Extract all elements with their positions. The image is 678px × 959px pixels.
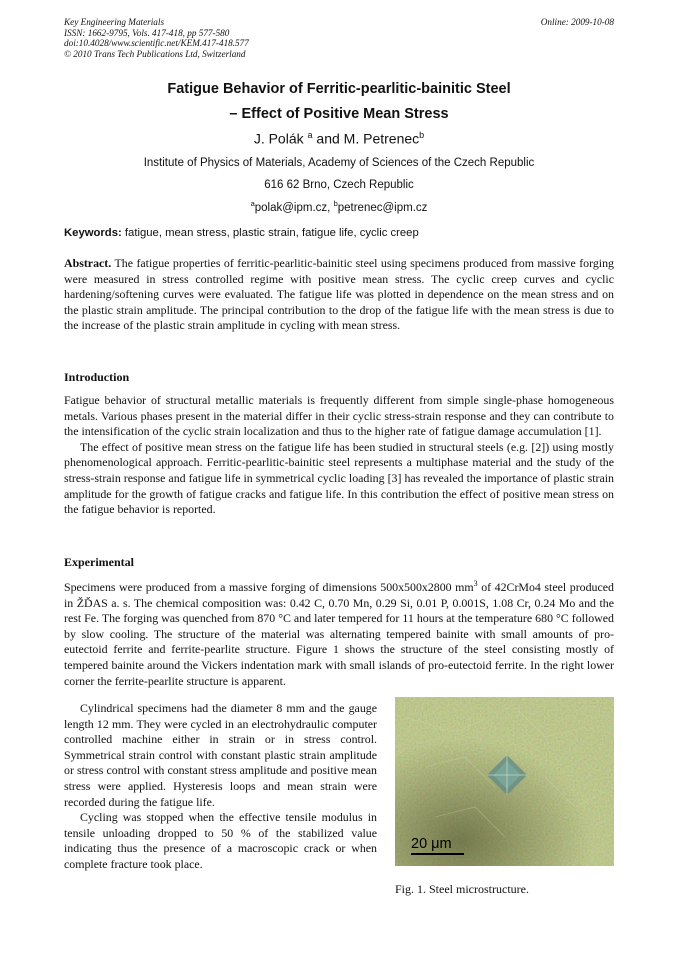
doi-line: doi:10.4028/www.scientific.net/KEM.417-418.577 [64,38,249,49]
email-polak[interactable]: polak@ipm.cz, [254,201,334,214]
copyright-line: © 2010 Trans Tech Publications Ltd, Switzerland [64,48,246,59]
authors [64,130,614,147]
exp-paragraph-2: Cylindrical specimens had the diameter 8 mm and the gauge length 12 mm. They were cycled in an electrohydraulic computer controlled machine either in strain or in stress control. Symmetrical strain control with constant plastic strain amplitude or stress control with constant stress amplitude and positive mean stress were applied. Hysteresis loops and mean strain were recorded during the fatigue life. [64,701,377,809]
author-petrenec: and M. Petrenec [312,130,420,147]
experimental-column [64,701,377,873]
intro-paragraph-1: Fatigue behavior of structural metallic materials is frequently different from simple single-phase homogeneous metals. Various phases present in the material differ in their cyclic stress-strain response and they can contribute to the intensification of the cyclic strain localization and thus to the higher rate of fatigue damage accumulation [1]. [64,393,614,439]
exp-paragraph-3: Cycling was stopped when the effective tensile modulus in tensile unloading dropped to 50 % of the stabilized value indicating thus the presence of a macroscopic crack or when complete fracture took place. [64,810,377,871]
microstructure-image [395,697,614,866]
paper-title-line1: Fatigue Behavior of Ferritic-pearlitic-bainitic Steel [167,81,511,97]
affiliation-line1: Institute of Physics of Materials, Academy of Sciences of the Czech Republic [143,157,535,169]
issn-line: ISSN: 1662-9795, Vols. 417-418, pp 577-580 [64,27,230,38]
keywords-label: Keywords: [64,227,122,239]
section-heading-experimental: Experimental [64,555,134,569]
author-petrenec-sup: b [419,130,425,140]
author-emails [64,199,614,214]
experimental-paragraph-1 [64,576,614,689]
abstract-text: The fatigue properties of ferritic-pearlitic-bainitic steel using specimens produced from massive forging were measured in stress controlled regime with positive mean stress. The cyclic creep curves and cyclic hardening/softening curves were evaluated. The fatigue life was plotted in dependence on the mean stress and on the plastic strain amplitude. The principal contribution to the drop of the fatigue life with the mean stress is due to the increase of the plastic strain amplitude in cycling with mean stress. [64,256,614,333]
figure-caption: Fig. 1. Steel microstructure. [395,882,529,896]
affiliation-line2: 616 62 Brno, Czech Republic [264,179,414,191]
exp-p1-a: Specimens were produced from a massive forging of dimensions 500x500x2800 mm [64,579,474,594]
intro-paragraph-2: The effect of positive mean stress on the fatigue life has been studied in structural steels (e.g. [2]) using mostly phenomenological approach. Ferritic-pearlitic-bainitic steel represents a multiphase material and the study of the stress-strain response and fatigue life in symmetrical cyclic loading [3] has revealed the importance of plastic strain amplitude for the growth of fatigue cracks and fatigue life. In this contribution the effect of positive mean stress on the fatigue behavior is reported. [64,439,614,517]
abstract-label: Abstract. [64,256,112,270]
keywords [64,227,614,239]
author-polak-sup: a [307,130,313,140]
online-date: Online: 2009-10-08 [540,17,614,27]
author-polak: J. Polák [253,130,304,147]
journal-header [64,17,484,59]
email-petrenec[interactable]: petrenec@ipm.cz [337,201,428,214]
exp-p1-sup: 3 [473,579,478,588]
keywords-text: fatigue, mean stress, plastic strain, fatigue life, cyclic creep [121,227,419,239]
scale-bar-label: 20 μm [411,836,452,852]
abstract [64,256,614,334]
journal-name: Key Engineering Materials [64,17,165,27]
section-heading-introduction: Introduction [64,370,130,384]
email-a-sup: a [250,199,255,208]
email-b-sup: b [333,199,338,208]
exp-p1-b: of 42CrMo4 steel produced in ŽĎAS a. s. The chemical composition was: 0.42 C, 0.70 Mn, 0.29 Si, 0.01 P, 0.001S, 1.08 Cr, 0.24 Mo and the rest Fe. The forging was quenched from 870 °C and later tempered for 11 hours at the temperature 680 °C followed by slow cooling. The structure of the material was alternating tempered bainite with small amounts of pro-eutectoid ferrite and ferrite-pearlite structure. Figure 1 shows the structure of the steel consisting mostly of tempered bainite around the Vickers indentation mark with small islands of pro-eutectoid ferrite. In the right lower corner the ferrite-pearlite structure is apparent. [64,579,614,688]
introduction-body [64,393,614,518]
paper-title-line2: – Effect of Positive Mean Stress [229,106,449,122]
